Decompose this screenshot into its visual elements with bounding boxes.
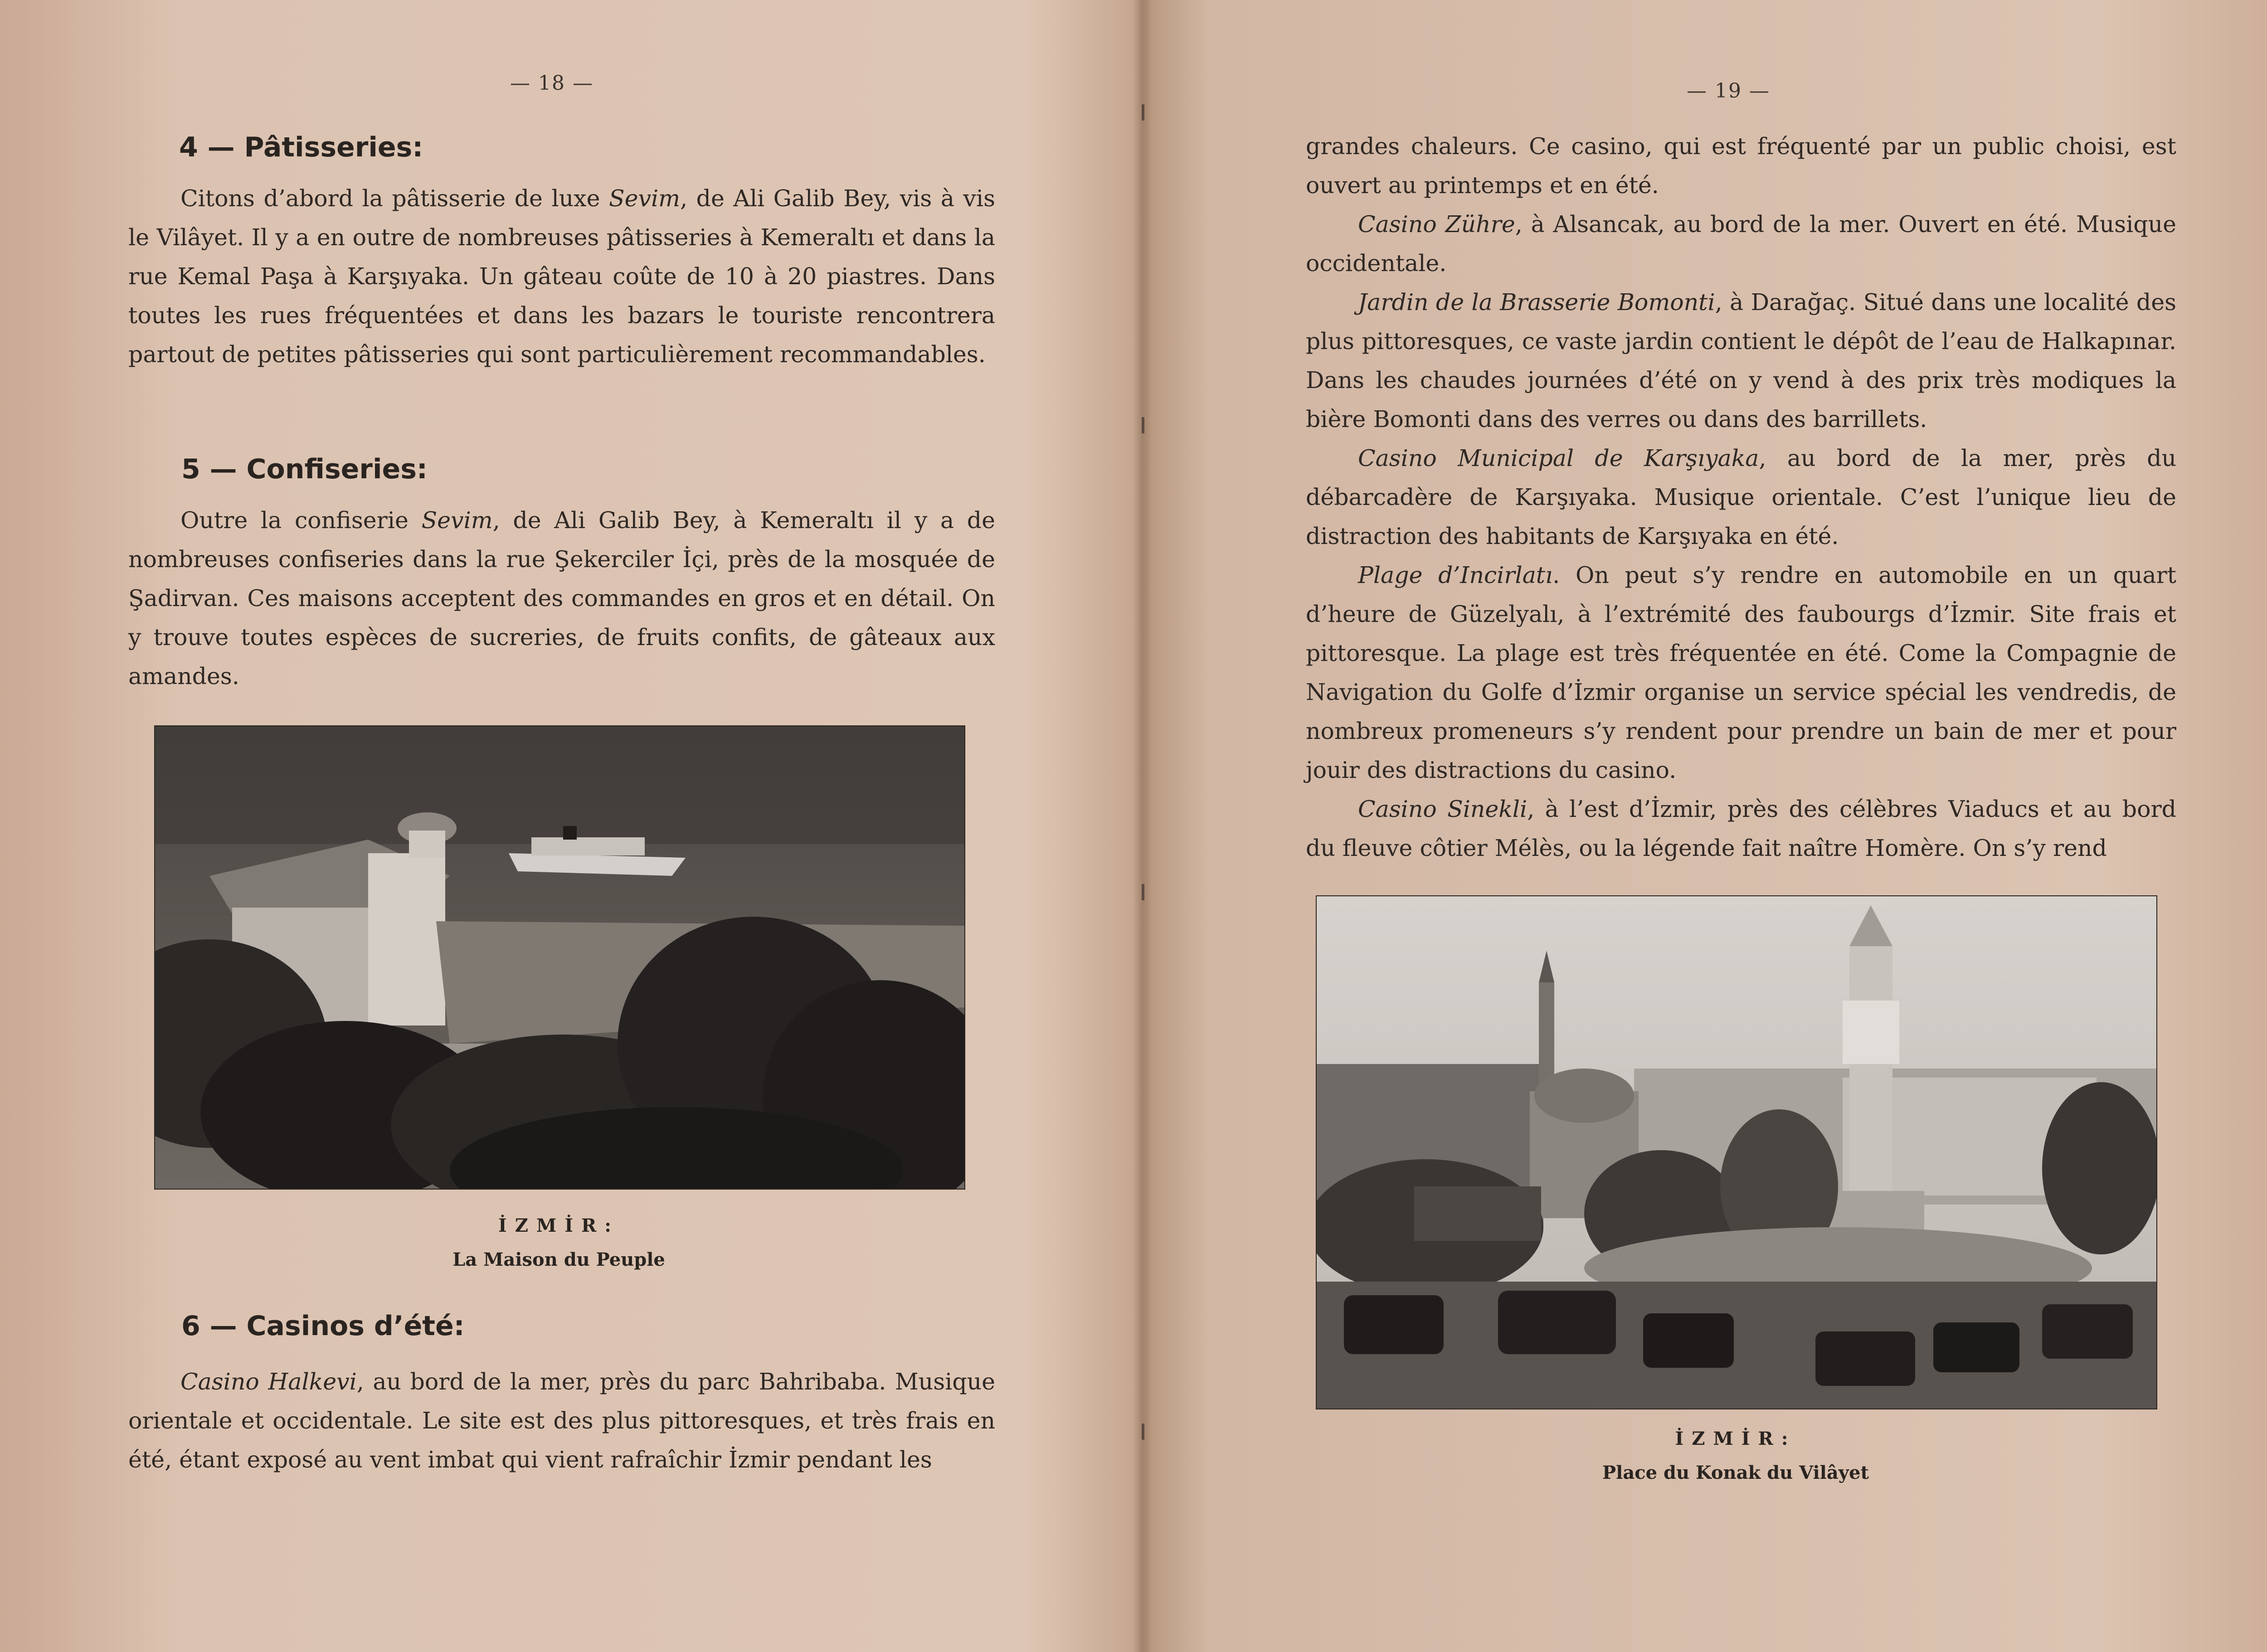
photo-caption-city: İZMİR: bbox=[498, 1215, 619, 1236]
photo-caption-city: İZMİR: bbox=[1675, 1428, 1796, 1449]
binding-stitch bbox=[1142, 884, 1144, 900]
paragraph: Outre la confiserie Sevim, de Ali Galib Bey, à Kemeraltı il y a de nombreuses confiseries dans la rue Şekerciler İçi, près de la mosquée de Şadirvan. Ces maisons acceptent des commandes en gros et en détail. On y trouve toutes espèces de sucreries, de fruits confits, de gâteaux aux amandes. bbox=[128, 507, 995, 690]
photo-caption-title: Place du Konak du Vilâyet bbox=[1602, 1462, 1869, 1483]
photo-maison-du-peuple bbox=[154, 725, 965, 1190]
section-heading: 6 — Casinos d’été: bbox=[181, 1310, 465, 1342]
section-heading: 4 — Pâtisseries: bbox=[179, 131, 423, 163]
binding-stitch bbox=[1142, 1424, 1144, 1440]
page-number: — 19 — bbox=[1687, 79, 1770, 102]
paragraph: Casino Halkevi, au bord de la mer, près du parc Bahribaba. Musique orientale et occidentale. Le site est des plus pittoresques, et très frais en été, étant exposé au vent imbat qui vient rafraîchir İzmir pendant les bbox=[128, 1368, 996, 1473]
italic-term: Jardin de la Brasserie Bomonti bbox=[1358, 289, 1715, 316]
italic-term: Casino Zühre bbox=[1358, 211, 1515, 238]
italic-term: Sevim bbox=[609, 185, 681, 212]
section-heading: 5 — Confiseries: bbox=[181, 453, 428, 485]
italic-term: Plage d’Incirlatı bbox=[1358, 562, 1553, 588]
paragraph: Casino Sinekli, à l’est d’İzmir, près des célèbres Viaducs et au bord du fleuve côtier Mélès, ou la légende fait naître Homère. On s’y rend bbox=[1306, 796, 2176, 861]
italic-term: Sevim bbox=[421, 507, 493, 534]
paragraph: Casino Municipal de Karşıyaka, au bord de la mer, près du débarcadère de Karşıyaka. Musique orientale. C’est l’unique lieu de distraction des habitants de Karşıyaka en été. bbox=[1306, 445, 2176, 549]
binding-stitch bbox=[1142, 104, 1144, 121]
photo-caption-title: La Maison du Peuple bbox=[452, 1249, 665, 1270]
paragraph: grandes chaleurs. Ce casino, qui est fréquenté par un public choisi, est ouvert au printemps et en été. bbox=[1306, 133, 2176, 199]
paragraph: Casino Zühre, à Alsancak, au bord de la mer. Ouvert en été. Musique occidentale. bbox=[1306, 211, 2176, 277]
italic-term: Casino Sinekli bbox=[1358, 796, 1528, 822]
italic-term: Casino Halkevi bbox=[180, 1368, 357, 1395]
paragraph: Plage d’Incirlatı. On peut s’y rendre en automobile en un quart d’heure de Güzelyalı, à l’extrémité des faubourgs d’İzmir. Site frais et pittoresque. La plage est très fréquentée en été. Come la Compagnie de Navigation du Golfe d’İzmir organise un service spécial les vendredis, de nombreux promeneurs s’y rendent pour prendre un bain de mer et pour jouir des distractions du casino. bbox=[1306, 562, 2176, 783]
page-number: — 18 — bbox=[510, 72, 594, 95]
paragraph: Jardin de la Brasserie Bomonti, à Darağaç. Situé dans une localité des plus pittoresques, ce vaste jardin contient le dépôt de l’eau de Halkapınar. Dans les chaudes journées d’été on y vend à des prix très modiques la bière Bomonti dans des verres ou dans des barrillets. bbox=[1306, 289, 2177, 432]
paragraph: Citons d’abord la pâtisserie de luxe Sevim, de Ali Galib Bey, vis à vis le Vilâyet. Il y a en outre de nombreuses pâtisseries à Kemeraltı et dans la rue Kemal Paşa à Karşıyaka. Un gâteau coûte de 10 à 20 piastres. Dans toutes les rues fréquentées et dans les bazars le touriste rencontrera partout de petites pâtisseries qui sont particulièrement recommandables. bbox=[128, 185, 995, 368]
photo-place-du-konak bbox=[1316, 895, 2157, 1409]
italic-term: Casino Municipal de Karşıyaka bbox=[1358, 445, 1759, 471]
binding-stitch bbox=[1142, 417, 1144, 433]
book-gutter bbox=[1134, 0, 1152, 1652]
right-page bbox=[1152, 0, 2267, 1652]
